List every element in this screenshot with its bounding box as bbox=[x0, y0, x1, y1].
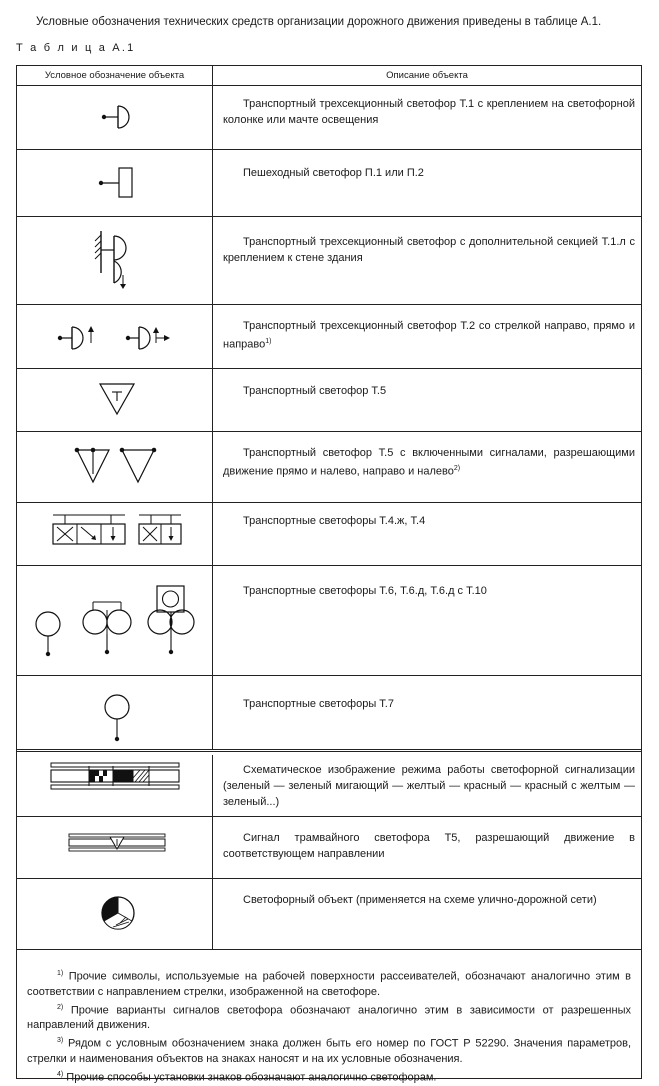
symbol-cell bbox=[17, 566, 213, 675]
symbol-cell bbox=[17, 755, 213, 816]
traffic-light-object-icon bbox=[17, 879, 213, 949]
footnote: $^{4)}$ Прочие способы установки знаков обозначают аналогично светофорам. bbox=[57, 1070, 437, 1084]
symbol-cell bbox=[17, 503, 213, 565]
traffic-light-arrow-icon bbox=[17, 305, 213, 369]
traffic-light-wall-icon bbox=[17, 217, 213, 305]
row-description: Пешеходный светофор П.1 или П.2 bbox=[243, 167, 424, 179]
table-row bbox=[17, 676, 641, 752]
table-header bbox=[17, 66, 641, 86]
symbol-cell bbox=[17, 217, 213, 304]
table-row bbox=[17, 503, 641, 566]
symbol-cell bbox=[17, 817, 213, 878]
table-row bbox=[17, 369, 641, 432]
table-row bbox=[17, 432, 641, 503]
table-row bbox=[17, 86, 641, 150]
symbol-cell bbox=[17, 879, 213, 949]
symbol-cell bbox=[17, 86, 213, 149]
table-row bbox=[17, 755, 641, 817]
table-row bbox=[17, 150, 641, 217]
signal-mode-scheme-icon bbox=[17, 755, 213, 817]
row-description: Транспортный светофор Т.5 bbox=[243, 385, 387, 397]
row-description: Сигнал трамвайного светофора Т5, разрешающий движение в соответствующем направлении bbox=[223, 832, 635, 860]
row-description: Транспортный трехсекционный светофор Т.2 со стрелкой направо, прямо и направо$^{1)}$ bbox=[223, 320, 635, 351]
triangle-t-icon bbox=[17, 369, 213, 432]
symbol-cell bbox=[17, 369, 213, 431]
circle-lights-icon bbox=[17, 566, 213, 676]
row-description: Светофорный объект (применяется на схеме улично-дорожной сети) bbox=[243, 894, 597, 906]
symbol-cell bbox=[17, 432, 213, 502]
row-description: Транспортные светофоры Т.7 bbox=[243, 698, 394, 710]
column-header-symbol: Условное обозначение объекта bbox=[17, 66, 213, 85]
table-row bbox=[17, 217, 641, 305]
symbol-cell bbox=[17, 150, 213, 216]
row-description: Транспортные светофоры Т.4.ж, Т.4 bbox=[243, 515, 426, 527]
table-notes bbox=[17, 949, 641, 1084]
footnote: $^{3)}$ Рядом с условным обозначением знака должен быть его номер по ГОСТ Р 52290. Значения параметров, стрелки и наименования объектов на знаках наносят и на их условные обозначения. bbox=[27, 1037, 631, 1065]
row-description: Транспортный светофор Т.5 с включенными сигналами, разрешающими движение прямо и налево, направо и налево$^{2)}$ bbox=[223, 447, 635, 478]
pedestrian-light-icon bbox=[17, 150, 213, 217]
column-header-description: Описание объекта bbox=[386, 70, 468, 81]
table-row bbox=[17, 817, 641, 879]
traffic-light-pole-icon bbox=[17, 86, 213, 150]
table-row bbox=[17, 879, 641, 949]
single-circle-icon bbox=[17, 676, 213, 752]
symbol-cell bbox=[17, 676, 213, 749]
table-row bbox=[17, 566, 641, 676]
intro-text: Условные обозначения технических средств организации дорожного движения приведены в таблице А.1. bbox=[36, 16, 602, 28]
row-description: Схематическое изображение режима работы светофорной сигнализации (зеленый — зеленый мигающий — желтый — красный — красный с желтым — зеленый...) bbox=[223, 764, 635, 808]
reversible-lights-icon bbox=[17, 503, 213, 566]
footnote: $^{1)}$ Прочие символы, используемые на рабочей поверхности рассеивателей, обозначают аналогично этим в соответствии с направлением стрелки, изображенной на светофоре. bbox=[27, 970, 632, 998]
row-description: Транспортные светофоры Т.6, Т.6.д, Т.6.д с Т.10 bbox=[243, 585, 487, 597]
triangle-signals-icon bbox=[17, 432, 213, 503]
table-row bbox=[17, 305, 641, 369]
row-description: Транспортный трехсекционный светофор Т.1 с креплением на светофорной колонке или мачте освещения bbox=[223, 98, 635, 126]
table-caption: Т а б л и ц а А.1 bbox=[16, 42, 136, 54]
row-description: Транспортный трехсекционный светофор с дополнительной секцией Т.1.л с креплением к стене здания bbox=[223, 236, 635, 264]
symbols-table bbox=[16, 65, 642, 1084]
symbol-cell bbox=[17, 305, 213, 368]
footnote: $^{2)}$ Прочие варианты сигналов светофора обозначают аналогично этим в зависимости от разрешенных направлений движения. bbox=[27, 1003, 631, 1032]
tram-signal-icon bbox=[17, 817, 213, 879]
